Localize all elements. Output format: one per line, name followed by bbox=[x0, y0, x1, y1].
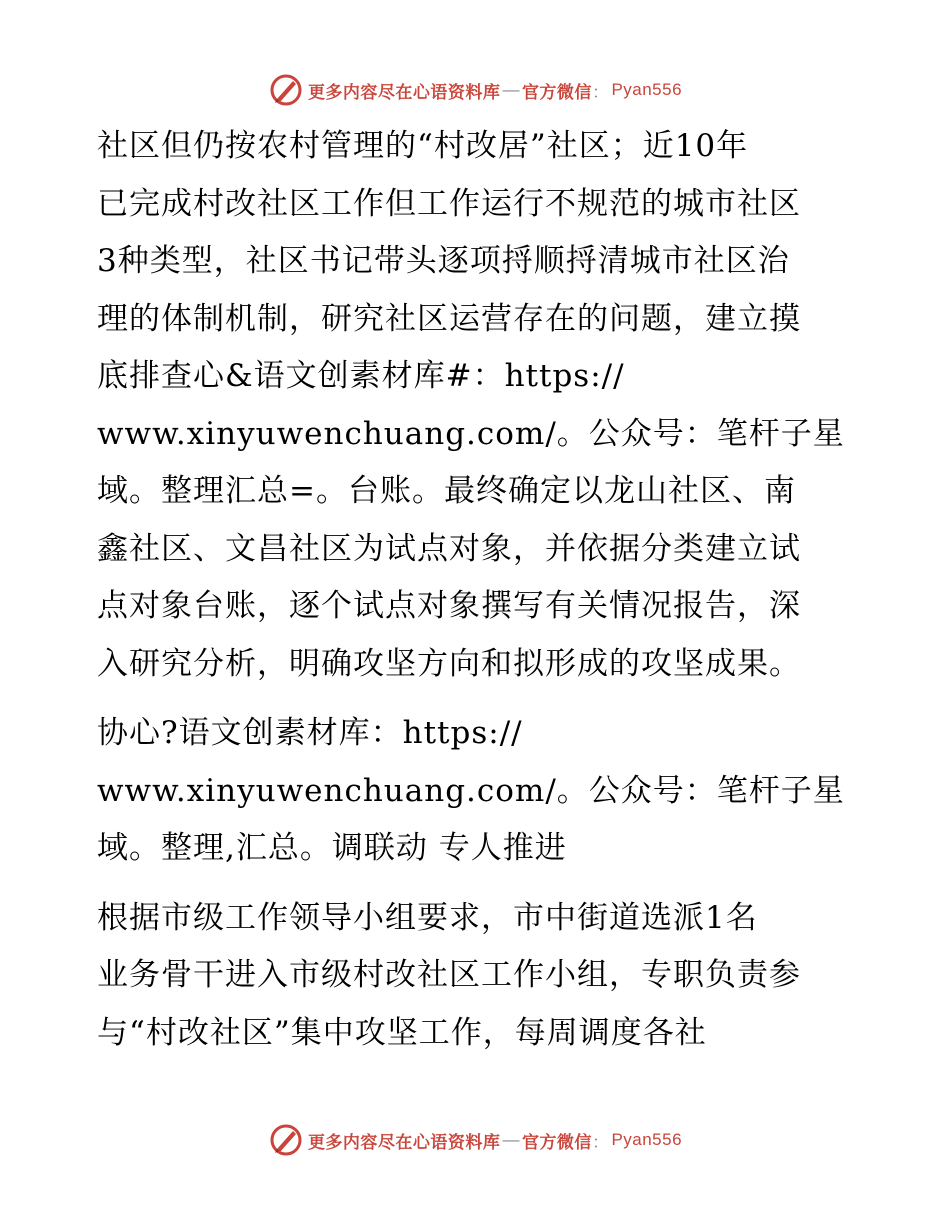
pen-logo-icon bbox=[268, 72, 304, 108]
text-line: 底排查心&语文创素材库#：https:// bbox=[97, 358, 625, 394]
paragraph bbox=[97, 890, 857, 1063]
text-line: 理的体制机制，研究社区运营存在的问题，建立摸 bbox=[97, 300, 801, 337]
paragraph bbox=[97, 118, 857, 693]
banner-official-label: 官方微信 bbox=[521, 1132, 592, 1152]
text-line: 入研究分析，明确攻坚方向和拟形成的攻坚成果。 bbox=[97, 645, 801, 682]
banner-colon: ： bbox=[591, 82, 610, 102]
text-line: 已完成村改社区工作但工作运行不规范的城市社区 bbox=[97, 185, 801, 222]
banner-main-text: 更多内容尽在心语资料库 bbox=[307, 82, 501, 102]
text-line: 根据市级工作领导小组要求，市中街道选派1名 bbox=[97, 899, 758, 936]
document-body bbox=[97, 118, 857, 1062]
text-line: 点对象台账，逐个试点对象撰写有关情况报告，深 bbox=[97, 588, 801, 624]
text-line: 鑫社区、文昌社区为试点对象，并依据分类建立试 bbox=[97, 530, 801, 567]
text-line: 与“村改社区”集中攻坚工作，每周调度各社 bbox=[97, 1014, 707, 1051]
header-banner bbox=[0, 72, 950, 108]
banner-colon: ： bbox=[591, 1132, 610, 1152]
text-line: 业务骨干进入市级村改社区工作小组，专职负责参 bbox=[97, 957, 801, 993]
footer-banner bbox=[0, 1122, 950, 1158]
pen-logo-icon bbox=[268, 1122, 304, 1158]
paragraph-gap bbox=[97, 693, 857, 705]
banner-dash: — bbox=[502, 80, 520, 99]
banner-official-label: 官方微信 bbox=[521, 82, 592, 102]
paragraph-gap bbox=[97, 878, 857, 890]
banner-wechat-id: Pyan556 bbox=[611, 80, 683, 99]
text-line: www.xinyuwenchuang.com/。公众号：笔杆子星 bbox=[97, 772, 845, 809]
text-line: 协心?语文创素材库：https:// bbox=[97, 715, 523, 751]
paragraph bbox=[97, 705, 857, 878]
text-line: 域。整理,汇总。调联动 专人推进 bbox=[97, 830, 567, 866]
text-line: 域。整理汇总=。台账。最终确定以龙山社区、南 bbox=[97, 473, 796, 509]
banner-dash: — bbox=[502, 1130, 520, 1149]
banner-wechat-id: Pyan556 bbox=[611, 1130, 683, 1149]
text-line: www.xinyuwenchuang.com/。公众号：笔杆子星 bbox=[97, 415, 845, 452]
text-line: 3种类型，社区书记带头逐项捋顺捋清城市社区治 bbox=[97, 243, 790, 279]
banner-main-text: 更多内容尽在心语资料库 bbox=[307, 1132, 501, 1152]
text-line: 社区但仍按农村管理的“村改居”社区；近10年 bbox=[97, 128, 749, 164]
